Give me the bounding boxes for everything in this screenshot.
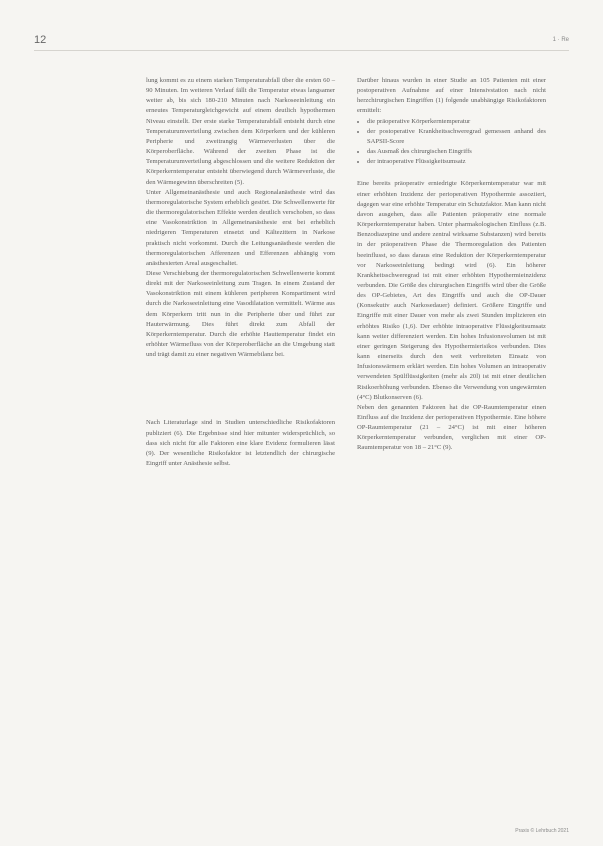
paragraph: Diese Verschiebung der thermoregulatorischen Schwellenwerte kommt direkt mit der Narkoseeinleitung zum Tragen. In einem Zustand der Vasokonstriktion mit einem kühleren peripheren Kompartiment wird durch die Narkoseeinleitung eine Vasodilatation vermittelt. Wärme aus dem Körperkern tritt nun in die Peripherie über und führt zur Hauterwärmung. Dies führt direkt zum Abfall der Körperkerntemperatur. Durch die erhöhte Hauttemperatur findet ein erhöhter Wärmefluss von der Körperoberfläche an die Umgebung statt und trägt damit zu einer negativen Wärmebilanz bei. — [146, 269, 335, 359]
paragraph: Eine bereits präoperativ erniedrigte Körperkerntemperatur war mit einer erhöhten Inzidenz der perioperativen Hypothermie assoziiert, dagegen war eine erhöhte Temperatur ein Schutzfaktor. Man kann nicht davon ausgehen, dass alle Patienten präoperativ eine normale Körperkerntemperatur haben. Unter pharmakologischen Einfluss (z.B. Benzodiazepine und andere zentral wirksame Substanzen) wird bereits in der präoperativen Phase die Thermoregulation des Patienten beeinflusst, so dass daraus eine Reduktion der Körperkerntemperatur vor Narkoseeinleitung bedingt wird (6). Ein höherer Krankheitsschweregrad ist mit einer erhöhten Hypothermieinzidenz verbunden. Die Größe des chirurgischen Eingriffs wird über die Größe des OP-Gebietes, Art des Eingriffs und auch die OP-Dauer (Konsekutiv auch Narkosedauer) definiert. Größere Eingriffe und Eingriffe mit einer Dauer von mehr als zwei Stunden implizieren ein erhöhtes Risiko (1,6). Der erhöhte intraoperative Flüssigkeitsumsatz kann weiter differenziert werden. Ein hohes Infusionsvolumen ist mit einer geringen Steigerung des Hypothermierisikos verbunden. Dies kann einerseits durch den weit verbreiteten Einsatz von Infusionswärmern erklärt werden. Ein hohes Volumen an intraoperativ verwendeten Spülflüssigkeiten (mehr als 20l) ist mit einer deutlichen Risikoerhöhung verbunden. Ebenso die Verwendung von ungewärmten (4°C) Blutkonserven (6). — [357, 180, 546, 401]
paragraph: Unter Allgemeinanästhesie und auch Regionalanästhesie wird das thermoregulatorische System erheblich gestört. Die Schwellenwerte für die thermoregulatorischen Effekte werden deutlich verschoben, so dass eine Vasokonstriktion in Allgemeinanästhesie erst bei erheblich niedrigeren Temperaturen einsetzt und Kältezittern in Narkose praktisch nicht vorkommt. Durch die Leitungsanästhesie werden die thermoregulatorischen Afferenzen und Efferenzen abhängig vom anästhesierten Areal ausgeschaltet. — [146, 188, 335, 267]
paragraph: lung kommt es zu einem starken Temperaturabfall über die ersten 60 – 90 Minuten. Im weiteren Verlauf fällt die Temperatur etwas langsamer weiter ab, bis sich 180-210 Minuten nach Narkoseeinleitung ein erneutes Temperaturgleichgewicht auf einem deutlich hypothermen Niveau einstellt. Der erste starke Temperaturabfall entsteht durch eine Temperaturumverteilung zwischen dem Körperkern und der kühleren Peripherie und zweitrangig Wärmeverlusten über die Körperoberfläche. Während der zweiten Phase ist die Temperaturumverteilung abgeschlossen und die weitere Reduktion der Körperkerntemperatur entsteht überwiegend durch Wärmeverluste, die den Wärmegewinn überschreiten (5). — [146, 77, 335, 186]
header-rule — [34, 50, 569, 51]
list-item: • der intraoperative Flüssigkeitsumsatz — [367, 157, 546, 167]
spacer — [357, 167, 546, 179]
list-item: • die präoperative Körperkerntemperatur — [367, 117, 546, 127]
right-column — [357, 76, 546, 454]
paragraph: Darüber hinaus wurden in einer Studie an 105 Patienten mit einer postoperativen Aufnahme auf einer Intensivstation nach nicht herzchirurgischen Eingriffen (1) folgende unabhängige Risikofaktoren ermittelt: — [357, 77, 546, 115]
page-number: 12 — [34, 34, 47, 46]
risk-factor-list — [357, 117, 546, 168]
footer: Praxis © Lehrbuch 2021 — [515, 828, 569, 834]
paragraph: Neben den genannten Faktoren hat die OP-Raumtemperatur einen Einfluss auf die Inzidenz der perioperativen Hypothermie. Eine höhere OP-Raumtemperatur (21 – 24°C) ist mit einer höheren Körperkerntemperatur verbunden, verglichen mit einer OP-Raumtemperatur von 18 – 21°C (9). — [357, 403, 546, 452]
section-heading-faded — [146, 388, 335, 396]
list-item: • das Ausmaß des chirurgischen Eingriffs — [367, 147, 546, 157]
running-header: 1 · Re — [552, 37, 569, 43]
left-column — [146, 76, 335, 469]
paragraph: Nach Literaturlage sind in Studien unterschiedliche Risikofaktoren publiziert (6). Die Ergebnisse sind hier mitunter widersprüchlich, so dass sich nicht für alle Faktoren eine klare Evidenz formulieren lässt (9). Der wesentliche Risikofaktor ist letztendlich der chirurgische Eingriff unter Anästhesie selbst. — [146, 419, 335, 467]
list-item: • der postoperative Krankheitsschweregrad gemessen anhand des SAPSII-Score — [367, 127, 546, 147]
